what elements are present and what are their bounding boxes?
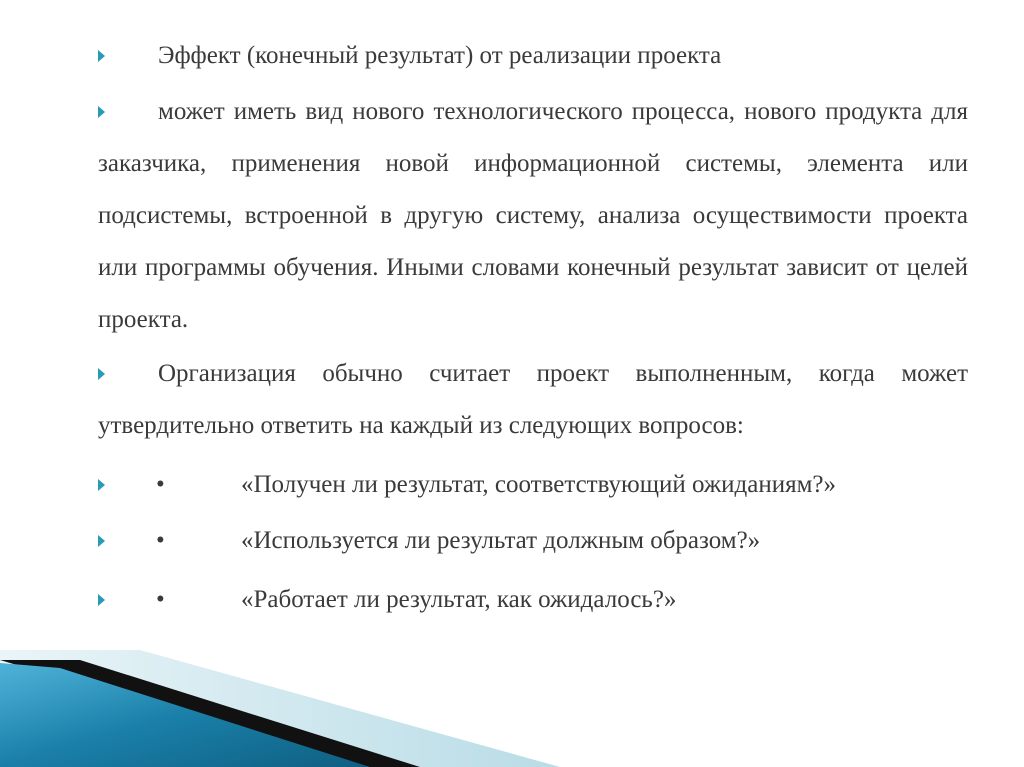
question-text: «Используется ли результат должным образом?» — [241, 527, 761, 554]
question-text: «Работает ли результат, как ожидалось?» — [241, 586, 677, 613]
bullet-dot: • — [156, 586, 165, 613]
paragraph-completion-criteria: Организация обычно считает проект выполненным, когда может утвердительно ответить на каждый из следующих вопросов: — [98, 360, 968, 439]
paragraph-result-forms: может иметь вид нового технологического процесса, нового продукта для заказчика, применения новой информационной системы, элемента или подсистемы, встроенной в другую систему, анализа осуществимости проекта или программы обучения. Иными словами конечный результат зависит от целей проекта. — [98, 98, 968, 333]
bullet-dot: • — [156, 471, 165, 498]
bullet-dot: • — [156, 527, 165, 554]
paragraph-effect-heading: Эффект (конечный результат) от реализации проекта — [158, 42, 722, 69]
question-text: «Получен ли результат, соответствующий ожиданиям?» — [241, 471, 837, 498]
